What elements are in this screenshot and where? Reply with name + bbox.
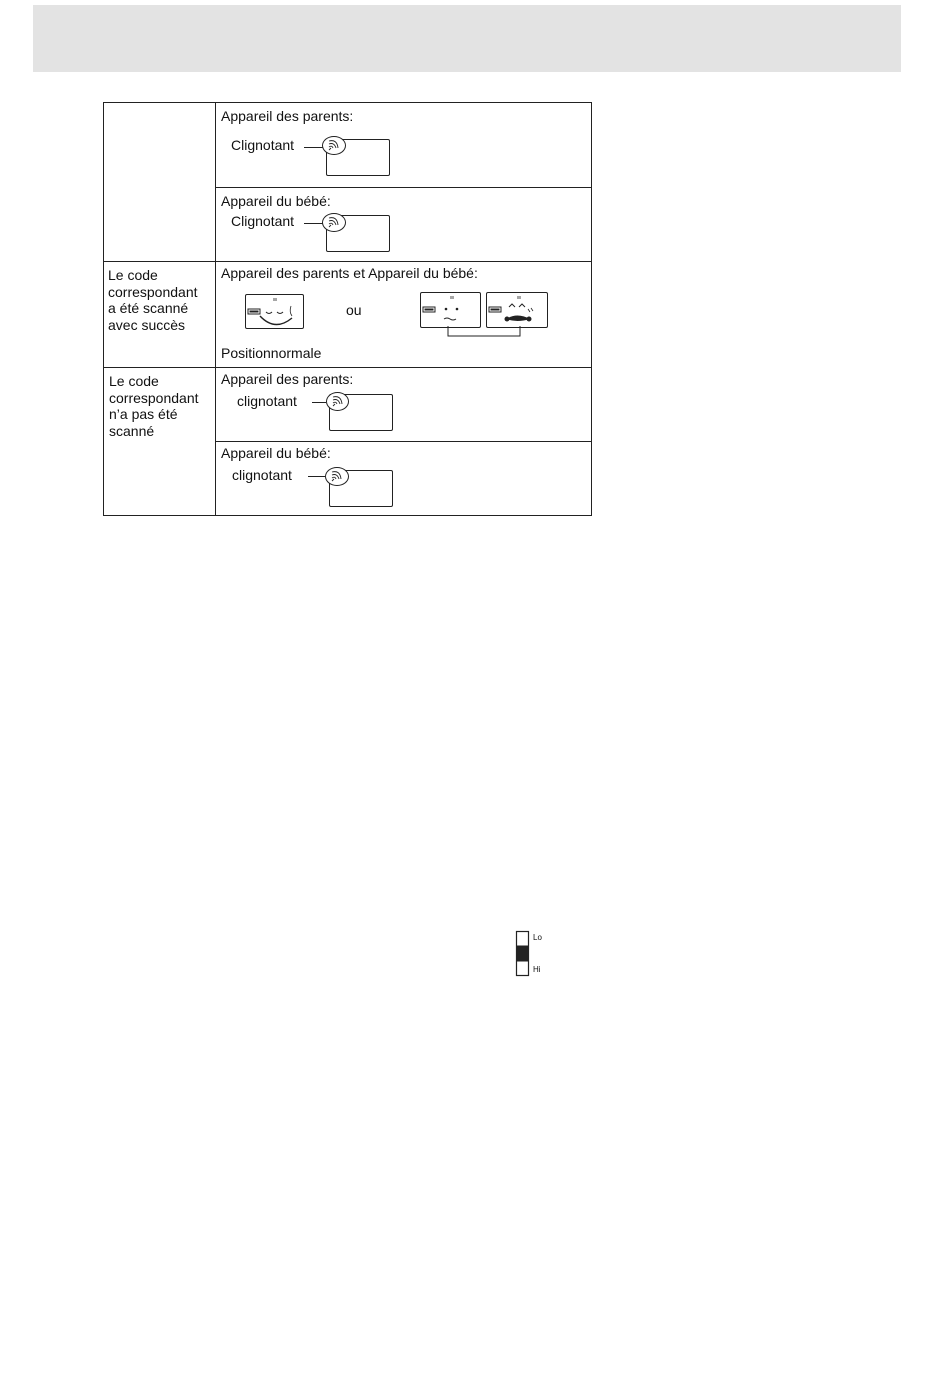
status-table [103,102,592,516]
neutral-face-icon [420,292,479,326]
parent-unit-failed-cell [216,368,592,442]
alternative-bracket [447,326,521,338]
separator-text: ou [346,302,362,318]
normal-position-caption: Positionnormale [221,345,322,361]
indicator-leader-line [308,476,325,477]
both-units-success-cell [216,262,592,368]
status-label: Le code correspondant n’a pas été scanné [109,373,199,439]
baby-unit-heading: Appareil du bébé: [221,445,331,461]
switch-lo-label: Lo [533,933,542,942]
switch-hi-label: Hi [533,965,541,974]
indicator-label: clignotant [232,467,292,483]
signal-icon [326,392,349,411]
crying-face-icon [486,292,546,326]
both-units-heading: Appareil des parents et Appareil du bébé: [221,265,478,281]
happy-face-icon [245,294,302,327]
parent-unit-heading: Appareil des parents: [221,108,354,124]
status-cell-failed [104,368,216,516]
baby-unit-failed-cell [216,442,592,516]
parent-unit-heading: Appareil des parents: [221,371,354,387]
indicator-leader-line [304,147,324,148]
status-cell-blinking [104,103,216,262]
status-cell-success [104,262,216,368]
indicator-leader-line [304,223,324,224]
sensitivity-switch [515,930,555,978]
header-bar [33,5,901,72]
indicator-label: clignotant [237,393,297,409]
indicator-leader-line [312,402,326,403]
switch-slider-icon [515,930,531,978]
signal-icon [322,213,346,232]
baby-unit-blinking-cell [216,188,592,262]
signal-icon [322,136,346,155]
signal-icon [325,467,349,486]
parent-unit-blinking-cell [216,103,592,188]
indicator-label: Clignotant [231,137,295,153]
status-label: Le code correspondant a été scanné avec succès [108,267,198,333]
baby-unit-heading: Appareil du bébé: [221,193,331,209]
indicator-label: Clignotant [231,213,295,229]
